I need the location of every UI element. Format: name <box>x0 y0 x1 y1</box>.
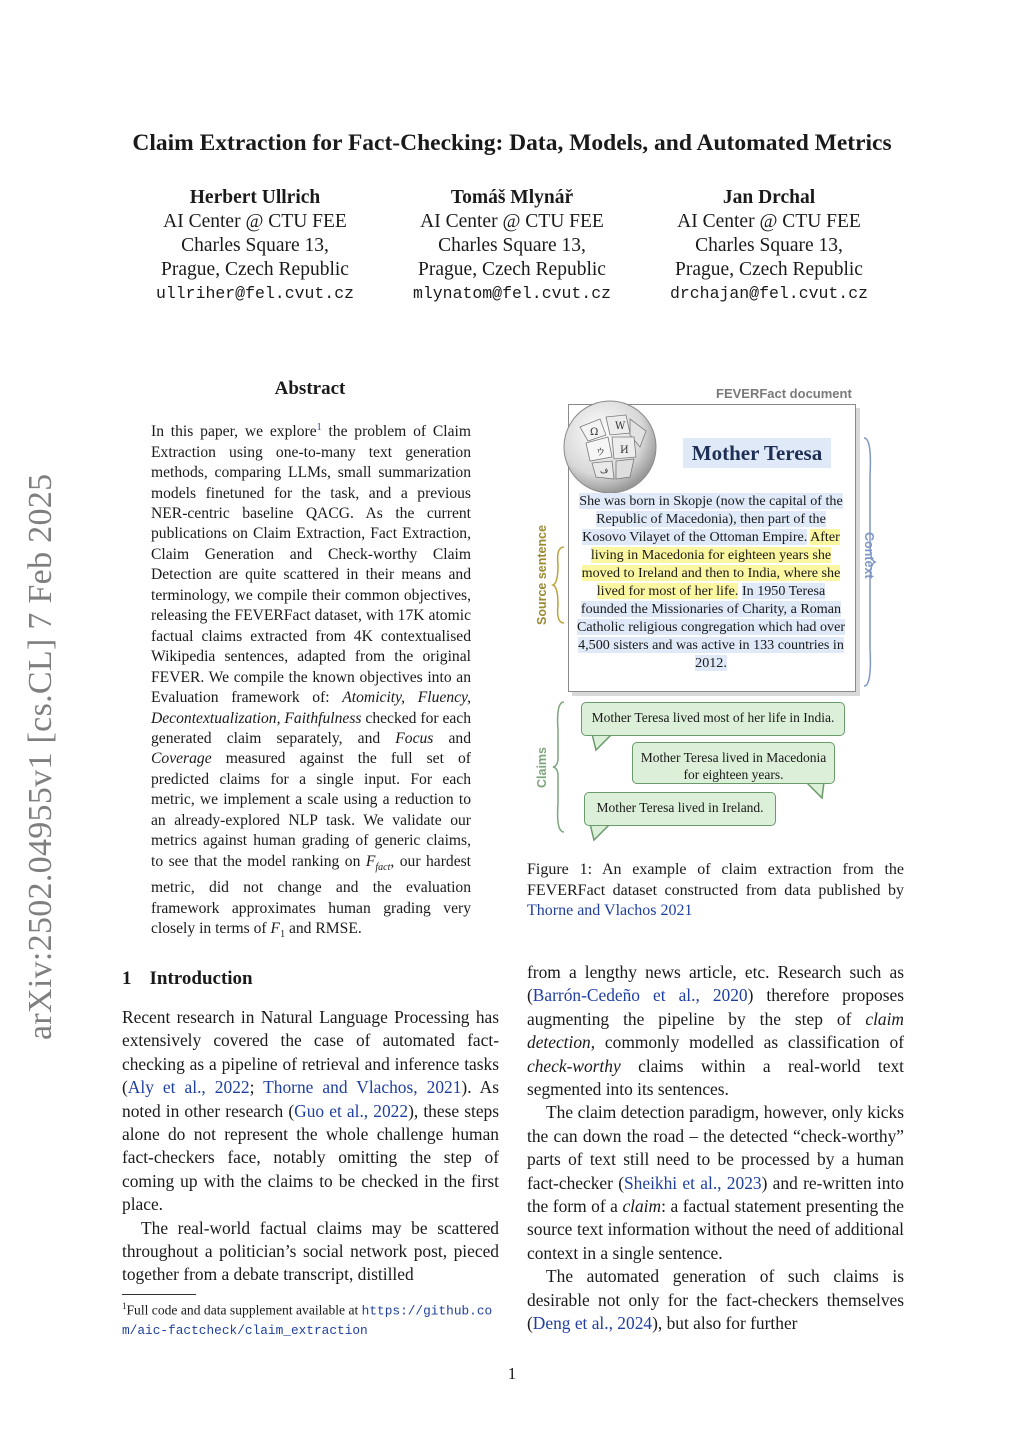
author-affiliation: AI Center @ CTU FEE <box>677 211 861 232</box>
author-affiliation: AI Center @ CTU FEE <box>420 211 604 232</box>
citation-link[interactable]: Barrón-Cedeño et al., 2020 <box>532 985 748 1006</box>
author-email[interactable]: mlynatom@fel.cvut.cz <box>412 284 612 303</box>
author-city: Prague, Czech Republic <box>418 259 606 280</box>
claims-label: Claims <box>535 747 549 788</box>
author-block <box>382 186 642 306</box>
document-text <box>576 492 846 672</box>
left-column-text <box>122 1006 499 1287</box>
paragraph: The claim detection paradigm, however, only kicks the can down the road – the detected “check-worthy” parts of text still need to be processed by a human fact-checker (Sheikhi et al., 2023) and re-written into the form of a claim: a factual statement presenting the source text information without the need of additional context in a single sentence. <box>527 1102 904 1263</box>
author-block <box>125 186 385 306</box>
svg-text:W: W <box>615 421 626 432</box>
author-address: Charles Square 13, <box>438 235 586 256</box>
document-title: Mother Teresa <box>683 438 831 468</box>
context-brace-icon <box>862 436 876 688</box>
abstract-body: In this paper, we explore$^1$ the problem of Claim Extraction using one-to-many text generation methods, comparing LLMs, small summarization models finetuned for the task, and a previous NER-centric baseline QACG. As the current publications on Claim Extraction, Fact Extraction, Claim Generation and Check-worthy Claim Detection are quite scattered in their means and terminology, we compile their common objectives, releasing the FEVERFact dataset, with 17K atomic factual claims extracted from 4K contextualised Wikipedia sentences, adapted from the original FEVER. We compile the known objectives into an Evaluation framework of: Atomicity, Fluency, Decontextualization, Faithfulness checked for each generated claim separately, and Focus and Coverage measured against the full set of predicted claims for a single input. For each metric, we implement a scale using a reduction to an already-explored NLP task. We validate our metrics against human grading of generic claims, to see that the model ranking on $F_{fact}$, our hardest metric, did not change and the evaluation framework approximates human grading very closely in terms of $F_1$ and RMSE. <box>151 422 472 941</box>
author-affiliation: AI Center @ CTU FEE <box>163 211 347 232</box>
author-address: Charles Square 13, <box>181 235 329 256</box>
page-number: 1 <box>507 1364 517 1383</box>
context-sentence: In 1950 Teresa founded the Missionaries of Charity, a Roman Catholic religious congregation which had over 4,500 sisters and was active in 133 countries in 2012. <box>576 583 846 671</box>
svg-text:И: И <box>620 445 629 456</box>
author-city: Prague, Czech Republic <box>675 259 863 280</box>
citation-link[interactable]: Thorne and Vlachos 2021 <box>527 902 693 919</box>
right-column-text <box>527 961 904 1336</box>
claim-bubble: Mother Teresa lived in Macedonia for eighteen years. <box>632 742 835 784</box>
citation-link[interactable]: Sheikhi et al., 2023 <box>624 1172 762 1193</box>
svg-text:ف: ف <box>600 466 609 475</box>
wikipedia-globe-icon <box>560 397 660 497</box>
paragraph: The automated generation of such claims is desirable not only for the fact-checkers themselves (Deng et al., 2024), but also for further <box>527 1266 904 1334</box>
abstract-heading: Abstract <box>274 378 346 399</box>
figure-caption: Figure 1: An example of claim extraction from the FEVERFact dataset constructed from data published by Thorne and Vlachos 2021 <box>527 861 904 919</box>
context-sentence: She was born in Skopje (now the capital of the Republic of Macedonia), then part of the Kosovo Vilayet of the Ottoman Empire. <box>579 493 843 545</box>
citation-link[interactable]: Aly et al., 2022 <box>127 1077 250 1098</box>
paragraph: from a lengthy news article, etc. Research such as (Barrón-Cedeño et al., 2020) therefore proposes augmenting the pipeline by the step of claim detection, commonly modelled as classification of check-worthy claims within a real-world text segmented into its sentences. <box>527 962 904 1100</box>
paragraph: Recent research in Natural Language Processing has extensively covered the case of automated fact-checking as a pipeline of retrieval and inference tasks (Aly et al., 2022; Thorne and Vlachos, 2021). As noted in other research (Guo et al., 2022), these steps alone do not represent the whole challenge human fact-checkers face, notably omitting the step of coming up with the claims to be checked in the first place. <box>122 1007 499 1215</box>
paper-title: Claim Extraction for Fact-Checking: Data, Models, and Automated Metrics <box>132 130 892 156</box>
claim-bubble: Mother Teresa lived most of her life in India. <box>581 702 845 736</box>
author-name: Jan Drchal <box>722 187 816 208</box>
source-brace-icon <box>552 545 566 625</box>
arxiv-stamp: arXiv:2502.04955v1 [cs.CL] 7 Feb 2025 <box>22 473 59 1040</box>
bubble-tail-icon <box>800 782 830 802</box>
footnote-rule <box>122 1294 196 1295</box>
footnote: $^1$Full code and data supplement available at https://github.com/aic-factcheck/claim_extraction <box>122 1301 493 1338</box>
svg-text:ウ: ウ <box>596 448 606 458</box>
footnote-url-link[interactable]: https://github.com/aic-factcheck/claim_extraction <box>122 1303 493 1338</box>
citation-link[interactable]: Thorne and Vlachos, 2021 <box>263 1077 462 1098</box>
source-sentence-label: Source sentence <box>535 524 549 625</box>
figure-doc-label: FEVERFact document <box>716 386 852 401</box>
author-address: Charles Square 13, <box>695 235 843 256</box>
author-city: Prague, Czech Republic <box>161 259 349 280</box>
footnote-mark[interactable]: 1 <box>316 422 322 433</box>
claims-brace-icon <box>552 700 566 834</box>
claim-bubble: Mother Teresa lived in Ireland. <box>584 792 776 826</box>
author-email[interactable]: ullriher@fel.cvut.cz <box>155 284 355 303</box>
author-block <box>639 186 899 306</box>
citation-link[interactable]: Deng et al., 2024 <box>532 1313 653 1334</box>
svg-text:Ω: Ω <box>590 427 599 438</box>
paragraph: The real-world factual claims may be scattered throughout a politician’s social network post, pieced together from a debate transcript, distilled <box>122 1217 499 1285</box>
citation-link[interactable]: Guo et al., 2022 <box>294 1100 409 1121</box>
bubble-tail-icon <box>588 824 618 844</box>
author-name: Herbert Ullrich <box>189 187 321 208</box>
context-label: Context <box>862 532 876 579</box>
author-name: Tomáš Mlynář <box>450 187 574 208</box>
bubble-tail-icon <box>590 734 620 754</box>
section-heading: 1 Introduction <box>122 968 253 989</box>
source-sentence: After living in Macedonia for eighteen years she moved to Ireland and then to India, where she lived for most of her life. <box>581 529 841 599</box>
author-email[interactable]: drchajan@fel.cvut.cz <box>669 284 869 303</box>
